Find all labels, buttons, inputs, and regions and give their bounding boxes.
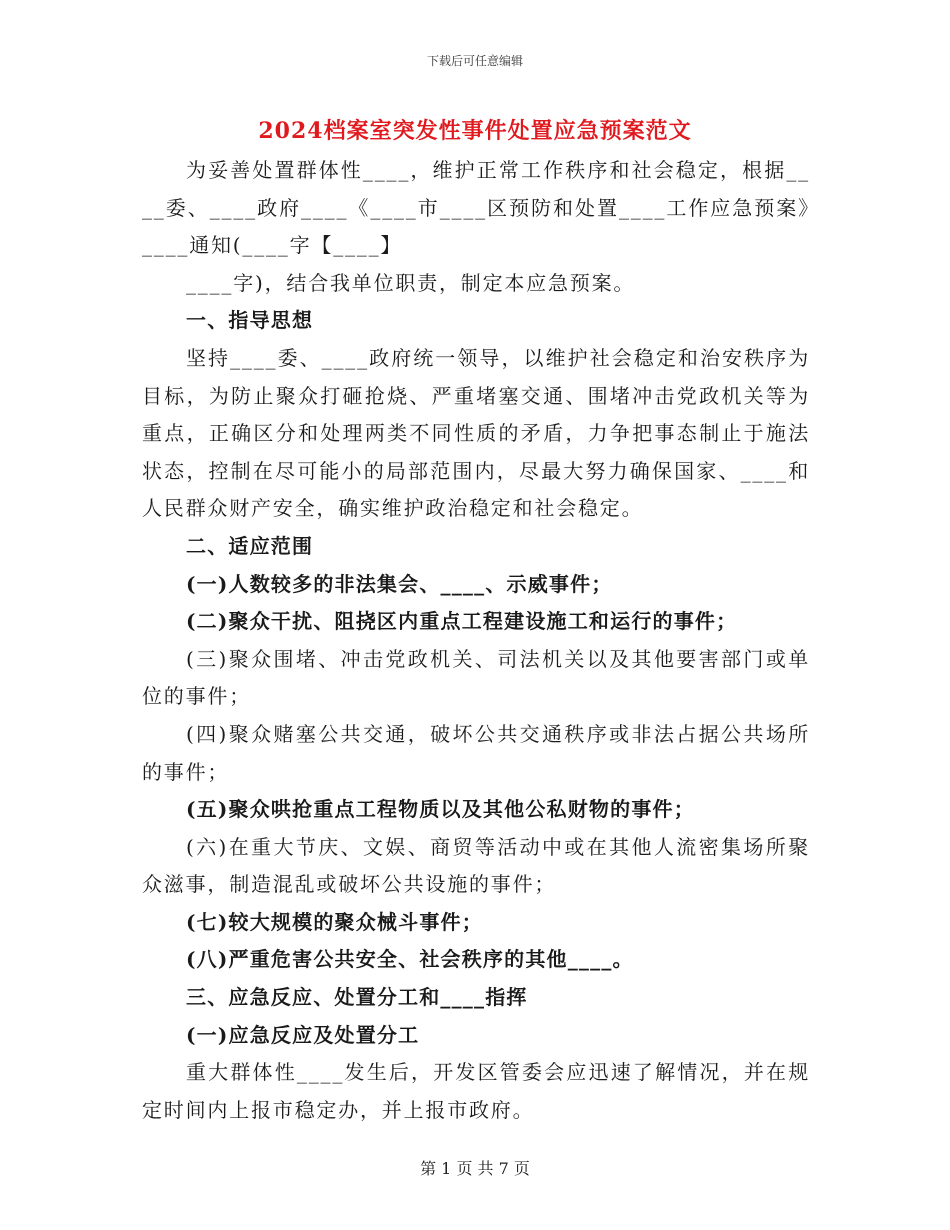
section-heading-emergency-response: 三、应急反应、处置分工和____指挥 — [186, 985, 528, 1010]
scope-item-8: (八)严重危害公共安全、社会秩序的其他____。 — [186, 947, 634, 972]
scope-item-3: (三)聚众围堵、冲击党政机关、司法机关以及其他要害部门或单位的事件； — [142, 646, 810, 709]
scope-item-5: (五)聚众哄抢重点工程物质以及其他公私财物的事件； — [186, 797, 695, 822]
document-body — [142, 152, 810, 1129]
paragraph-intro-continued: ____字)，结合我单位职责，制定本应急预案。 — [186, 270, 636, 295]
scope-item-1: (一)人数较多的非法集会、____、示威事件； — [186, 571, 613, 596]
paragraph-intro: 为妥善处置群体性____，维护正常工作秩序和社会稳定，根据____委、____政府____《____市____区预防和处置____工作应急预案》____通知(____字【____】 — [142, 158, 810, 258]
scope-item-4: (四)聚众赌塞公共交通，破坏公共交通秩序或非法占据公共场所的事件； — [142, 721, 810, 784]
document-title: 2024档案室突发性事件处置应急预案范文 — [258, 118, 692, 144]
page-number: 第 1 页 共 7 页 — [420, 1159, 530, 1178]
scope-item-6: (六)在重大节庆、文娱、商贸等活动中或在其他人流密集场所聚众滋事，制造混乱或破坏公共设施的事件； — [142, 834, 810, 897]
paragraph-guiding-ideology: 坚持____委、____政府统一领导，以维护社会稳定和治安秩序为目标，为防止聚众打砸抢烧、严重堵塞交通、围堵冲击党政机关等为重点，正确区分和处理两类不同性质的矛盾，力争把事态制止于施法状态，控制在尽可能小的局部范围内，尽最大努力确保国家、____和人民群众财产安全，确实维护政治稳定和社会稳定。 — [142, 345, 810, 521]
scope-item-7: (七)较大规模的聚众械斗事件； — [186, 909, 483, 934]
page-header: 下载后可任意编辑 — [426, 54, 523, 68]
section-heading-guiding-ideology: 一、指导思想 — [186, 308, 314, 333]
section-heading-scope: 二、适应范围 — [186, 533, 314, 558]
subsection-heading-response-division: (一)应急反应及处置分工 — [186, 1022, 420, 1047]
paragraph-response-division: 重大群体性____发生后，开发区管委会应迅速了解情况，并在规定时间内上报市稳定办，并上报市政府。 — [142, 1060, 810, 1122]
scope-item-2: (二)聚众干扰、阻挠区内重点工程建设施工和运行的事件； — [186, 609, 738, 634]
